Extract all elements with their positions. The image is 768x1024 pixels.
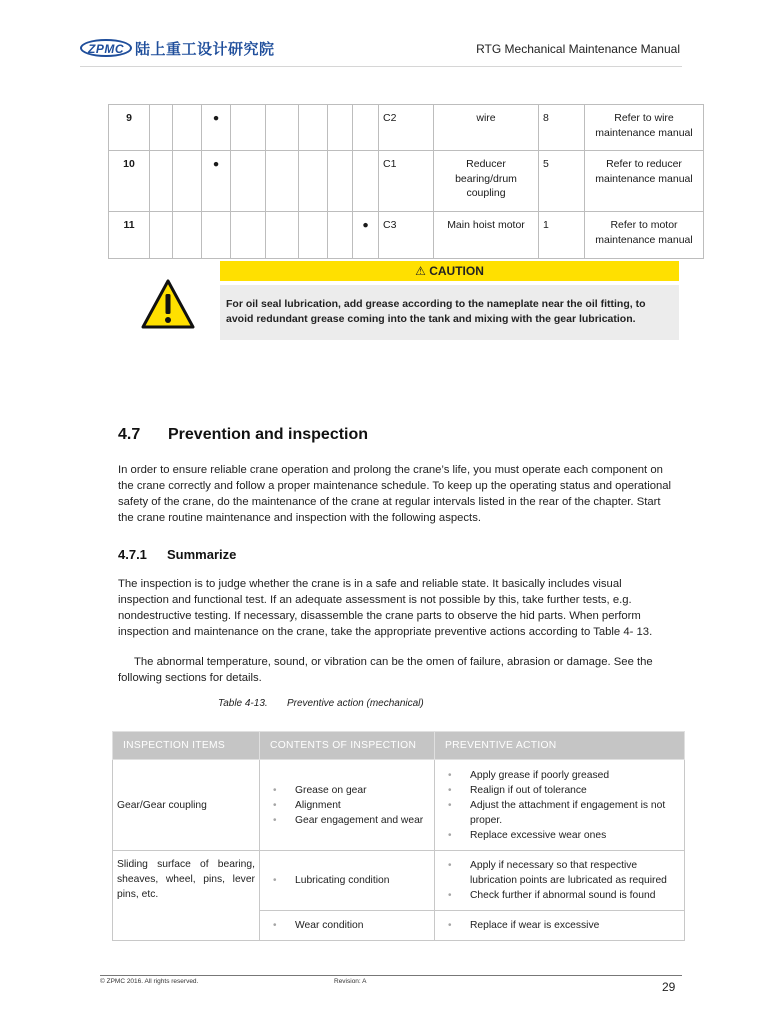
list-item: • Apply grease if poorly greased	[448, 768, 683, 783]
header-preventive-action: PREVENTIVE ACTION	[435, 732, 685, 760]
summary-paragraph-2: The abnormal temperature, sound, or vibration can be the omen of failure, abrasion or damage. See the following sections for details.	[118, 656, 653, 684]
preventive-actions	[435, 760, 685, 851]
part-name: Reducer bearing/drum coupling	[434, 151, 539, 212]
row-number: 9	[109, 105, 150, 151]
table-row	[109, 151, 704, 212]
list-item: • Gear engagement and wear	[273, 813, 433, 828]
footer-copyright: © ZPMC 2016. All rights reserved.	[100, 978, 199, 985]
header-inspection-items: INSPECTION ITEMS	[113, 732, 260, 760]
list-item: • Wear condition	[273, 918, 433, 933]
lube-code: C1	[379, 151, 434, 212]
manual-title: RTG Mechanical Maintenance Manual	[476, 42, 680, 56]
warning-triangle-icon	[140, 278, 196, 330]
reference: Refer to reducer maintenance manual	[585, 151, 704, 212]
inspection-item: Sliding surface of bearing, sheaves, wheel, pins, lever pins, etc.	[113, 851, 260, 941]
table-row	[109, 212, 704, 259]
reference: Refer to motor maintenance manual	[585, 212, 704, 259]
list-item: • Alignment	[273, 798, 433, 813]
marker-dot: ●	[202, 105, 231, 151]
table-caption-number: Table 4-13.	[218, 698, 268, 709]
list-item: • Replace if wear is excessive	[448, 918, 683, 933]
row-number: 11	[109, 212, 150, 259]
list-item: • Realign if out of tolerance	[448, 783, 683, 798]
section-heading	[118, 426, 368, 444]
marker-dot: ●	[353, 212, 379, 259]
caution-text: For oil seal lubrication, add grease according to the nameplate near the oil fitting, to avoid redundant grease coming into the tank and mixing with the gear lubrication.	[220, 285, 679, 340]
subsection-number: 4.7.1	[118, 547, 147, 562]
lubrication-table	[108, 104, 704, 259]
marker-dot: ●	[202, 151, 231, 212]
list-item: • Apply if necessary so that respective lubrication points are lubricated as required	[448, 858, 683, 888]
inspection-contents	[260, 911, 435, 941]
page-number: 29	[662, 980, 676, 994]
list-item: • Check further if abnormal sound is found	[448, 888, 683, 903]
part-name: Main hoist motor	[434, 212, 539, 259]
inspection-contents	[260, 851, 435, 911]
preventive-action-table	[112, 731, 685, 941]
table-row	[113, 851, 685, 911]
table-header-row	[113, 732, 685, 760]
caution-heading: ⚠ CAUTION	[220, 261, 679, 281]
table-row	[113, 760, 685, 851]
lube-code: C2	[379, 105, 434, 151]
preventive-actions	[435, 911, 685, 941]
section-number: 4.7	[118, 426, 141, 443]
table-caption-title: Preventive action (mechanical)	[287, 698, 424, 709]
list-item: • Lubricating condition	[273, 873, 433, 888]
list-item: • Adjust the attachment if engagement is not proper.	[448, 798, 683, 828]
logo-chinese-name: 陆上重工设计研究院	[135, 40, 275, 58]
footer-divider	[100, 975, 682, 976]
logo-badge: ZPMC	[80, 39, 132, 57]
subsection-heading	[118, 547, 236, 562]
list-item: • Replace excessive wear ones	[448, 828, 683, 843]
section-title: Prevention and inspection	[168, 426, 369, 443]
quantity: 5	[539, 151, 585, 212]
table-row	[109, 105, 704, 151]
header-contents: CONTENTS OF INSPECTION	[260, 732, 435, 760]
table-caption	[218, 698, 424, 709]
section-intro: In order to ensure reliable crane operation and prolong the crane’s life, you must operate each component on the crane correctly and follow a proper maintenance schedule. To keep up the operating status and operational safety of the crane, do the maintenance of the crane at regular intervals listed in the rear of the chapter. Start the crane routine maintenance and inspection with the following aspects.	[118, 464, 672, 524]
part-name: wire	[434, 105, 539, 151]
list-item: • Grease on gear	[273, 783, 433, 798]
preventive-actions	[435, 851, 685, 911]
summary-paragraph: The inspection is to judge whether the crane is in a safe and reliable state. It basically includes visual inspection and functional test. If an adequate assessment is not possible by this, take further tests, e.g. nondestructive testing. If necessary, disassemble the crane parts to observe the hid parts. When perform inspection and maintenance on the crane, take the appropriate preventive actions according to Table 4- 13.	[118, 578, 653, 638]
inspection-contents	[260, 760, 435, 851]
quantity: 8	[539, 105, 585, 151]
zpmc-logo	[80, 38, 275, 58]
header-divider	[80, 66, 682, 67]
quantity: 1	[539, 212, 585, 259]
reference: Refer to wire maintenance manual	[585, 105, 704, 151]
inspection-item: Gear/Gear coupling	[113, 760, 260, 851]
row-number: 10	[109, 151, 150, 212]
lube-code: C3	[379, 212, 434, 259]
subsection-title: Summarize	[167, 547, 237, 562]
footer-revision: Revision: A	[334, 978, 367, 985]
